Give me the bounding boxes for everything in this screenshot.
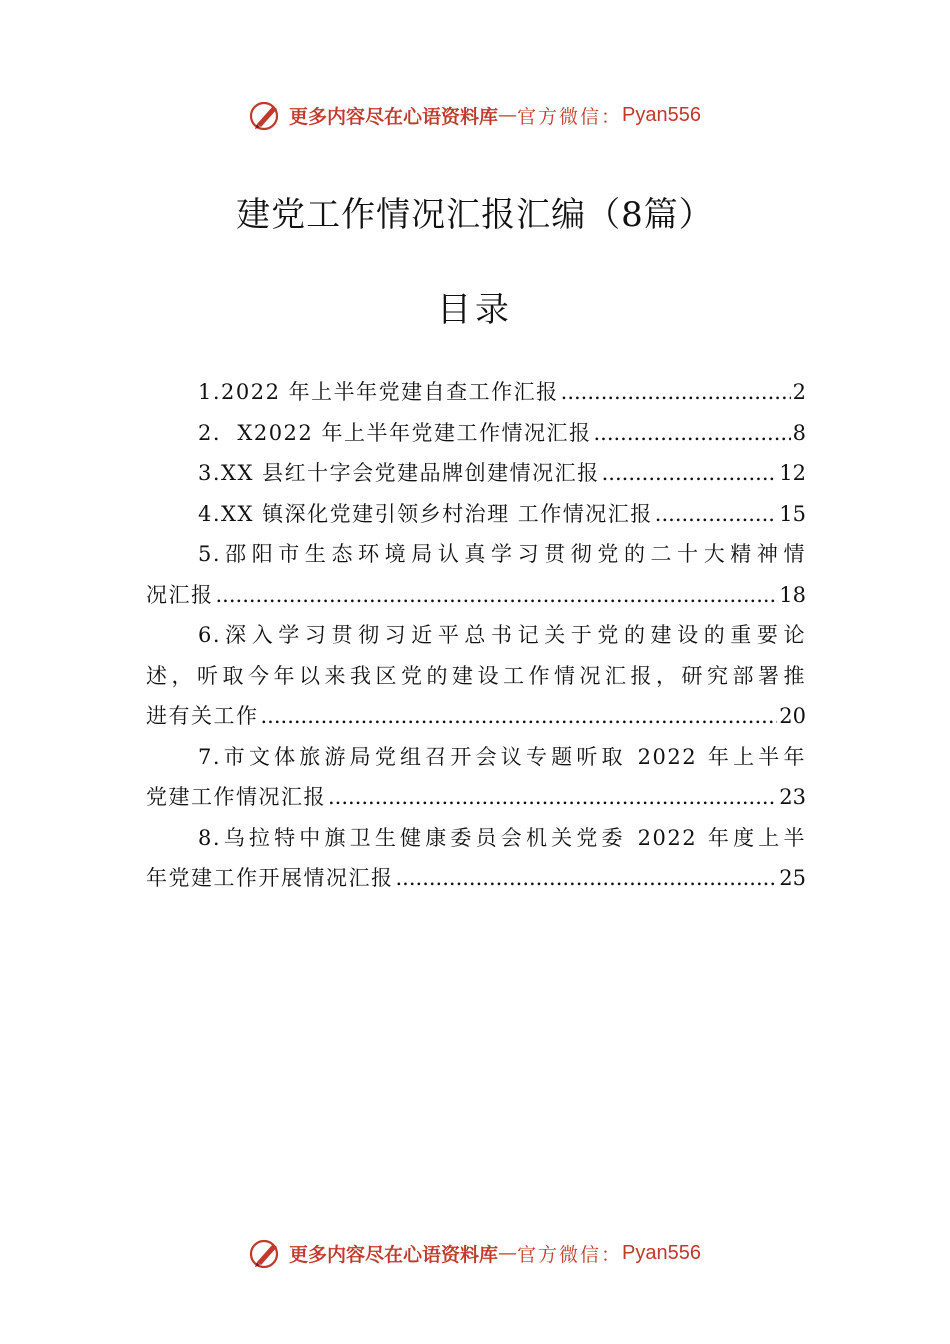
toc-entry-title: 8.乌拉特中旗卫生健康委员会机关党委 2022 年度上半 xyxy=(198,825,806,850)
toc-entry[interactable] xyxy=(146,453,806,494)
toc-entry[interactable] xyxy=(146,413,806,454)
wechat-id: Pyan556 xyxy=(622,1241,701,1264)
table-of-contents xyxy=(146,372,806,899)
toc-leader-dots xyxy=(655,494,777,535)
toc-entry[interactable] xyxy=(146,818,806,899)
toc-leader-dots xyxy=(328,777,777,818)
toc-entry[interactable] xyxy=(146,615,806,737)
promo-text: 更多内容尽在心语资料库 xyxy=(289,1243,499,1266)
toc-leader-dots xyxy=(593,413,790,454)
toc-entry-title-cont: 况汇报 xyxy=(146,582,214,607)
promo-text: 更多内容尽在心语资料库 xyxy=(289,105,499,128)
toc-entry[interactable] xyxy=(146,494,806,535)
toc-page-number: 25 xyxy=(779,866,806,890)
promo-dash: — xyxy=(498,104,518,126)
toc-leader-dots xyxy=(261,696,778,737)
toc-leader-dots xyxy=(561,372,791,413)
pen-logo-icon xyxy=(249,98,283,132)
toc-page-number: 2 xyxy=(792,380,806,404)
toc-page-number: 23 xyxy=(779,785,806,809)
toc-entry-title-cont: 党建工作情况汇报 xyxy=(146,785,326,809)
toc-entry-title-cont: 进有关工作 xyxy=(146,704,259,728)
toc-entry-title: 1.2022 年上半年党建自查工作汇报 xyxy=(198,380,559,404)
toc-leader-dots xyxy=(396,858,778,899)
wechat-label: 官方微信： xyxy=(517,1243,623,1266)
wechat-label: 官方微信： xyxy=(517,105,623,128)
toc-entry[interactable] xyxy=(146,737,806,818)
toc-entry-title: 5.邵阳市生态环境局认真学习贯彻党的二十大精神情 xyxy=(198,542,806,566)
toc-entry-title-cont: 述，听取今年以来我区党的建设工作情况汇报，研究部署推 xyxy=(146,663,806,688)
toc-entry-title: 4.XX 镇深化党建引领乡村治理 工作情况汇报 xyxy=(198,501,653,526)
toc-page-number: 15 xyxy=(779,501,806,526)
toc-entry[interactable] xyxy=(146,534,806,615)
pen-logo-icon xyxy=(249,1236,283,1270)
toc-entry-title: 2. X2022 年上半年党建工作情况汇报 xyxy=(198,420,592,445)
toc-page-number: 18 xyxy=(779,582,806,607)
toc-entry-title: 7.市文体旅游局党组召开会议专题听取 2022 年上半年 xyxy=(198,744,806,769)
toc-page-number: 8 xyxy=(792,420,806,445)
wechat-id: Pyan556 xyxy=(622,103,701,126)
toc-leader-dots xyxy=(602,453,778,494)
toc-page-number: 20 xyxy=(779,704,806,728)
footer-banner xyxy=(0,1233,950,1273)
toc-heading: 目录 xyxy=(437,290,513,330)
toc-entry-title: 3.XX 县红十字会党建品牌创建情况汇报 xyxy=(198,461,600,485)
document-title: 建党工作情况汇报汇编（8篇） xyxy=(236,195,714,235)
toc-entry[interactable] xyxy=(146,372,806,413)
header-banner xyxy=(0,95,950,135)
promo-dash: — xyxy=(498,1242,518,1264)
toc-entry-title: 6.深入学习贯彻习近平总书记关于党的建设的重要论 xyxy=(198,623,806,647)
toc-leader-dots xyxy=(216,575,778,616)
toc-entry-title-cont: 年党建工作开展情况汇报 xyxy=(146,866,394,890)
toc-page-number: 12 xyxy=(779,461,806,485)
